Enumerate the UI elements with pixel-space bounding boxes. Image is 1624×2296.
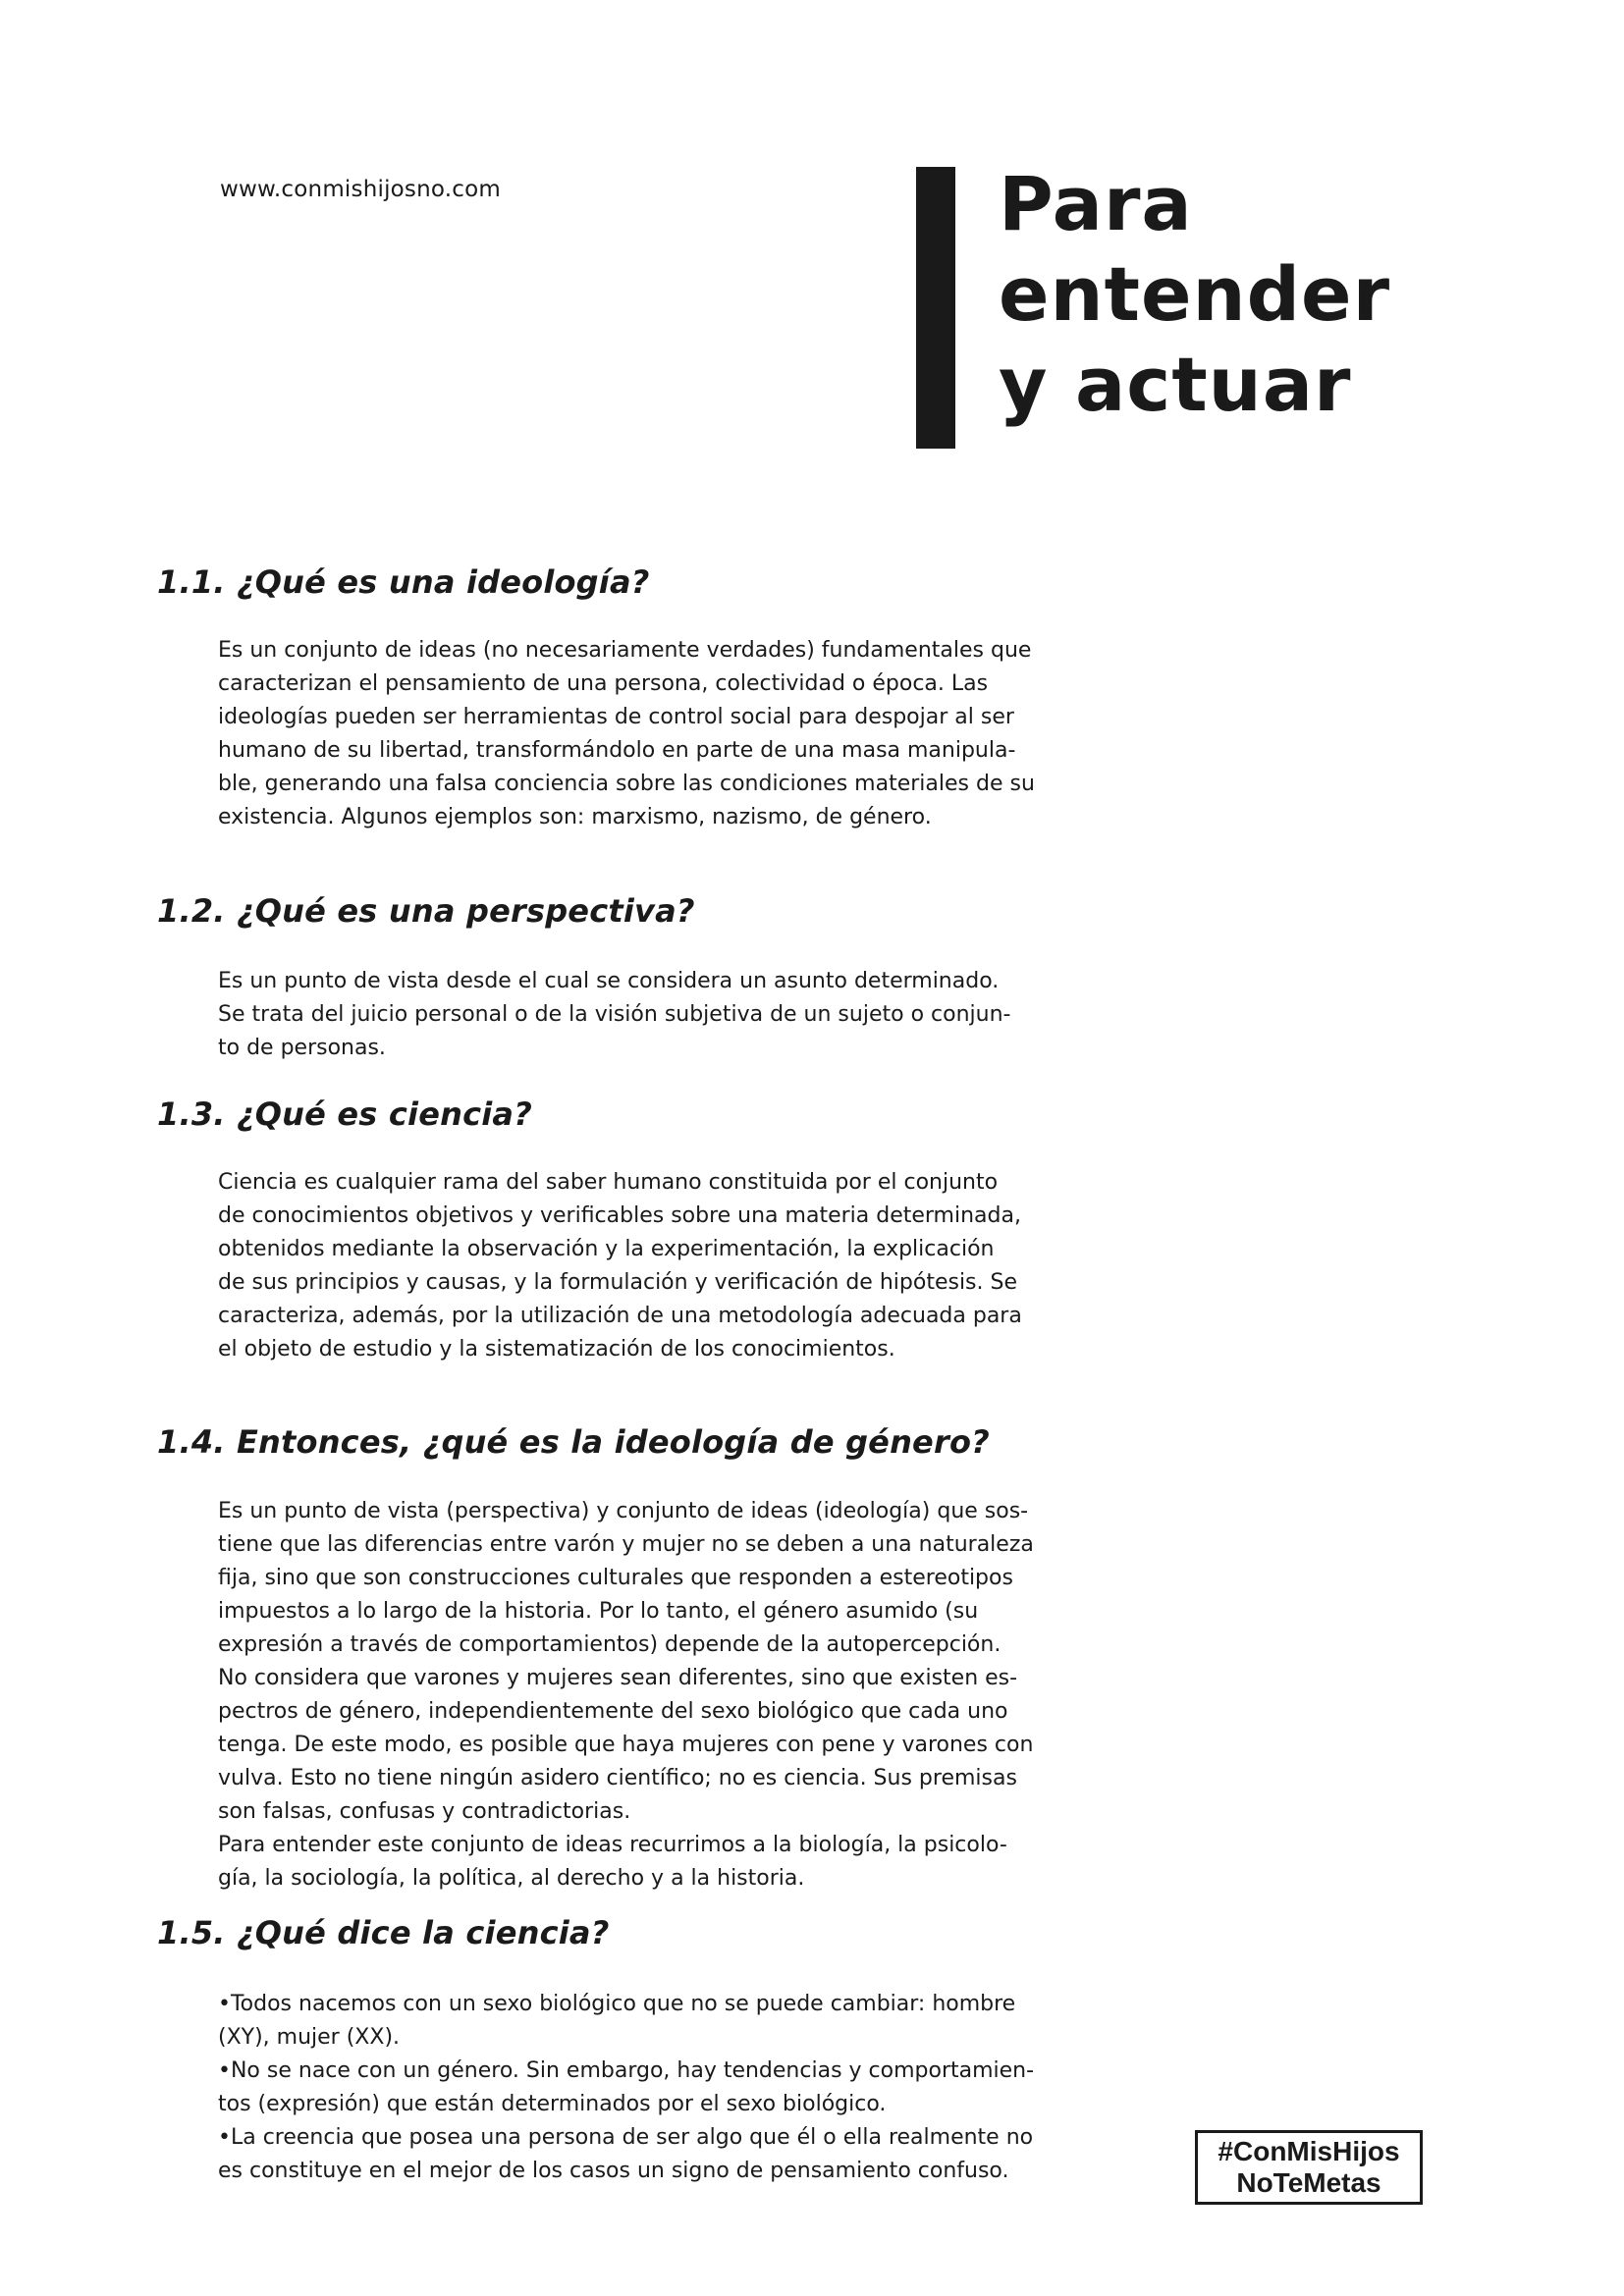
- text-line: caracteriza, además, por la utilización de una metodología adecuada para: [218, 1304, 1022, 1328]
- hashtag-line-1: #ConMisHijos: [1218, 2136, 1400, 2166]
- text-line: de conocimientos objetivos y verificables sobre una materia determinada,: [218, 1203, 1021, 1228]
- text-line: Es un punto de vista desde el cual se considera un asunto determinado.: [218, 969, 1000, 993]
- text-line: ble, generando una falsa conciencia sobre las condiciones materiales de su: [218, 772, 1035, 796]
- section-heading-1-4: 1.4. Entonces, ¿qué es la ideología de género?: [157, 1423, 990, 1461]
- text-line: impuestos a lo largo de la historia. Por lo tanto, el género asumido (su: [218, 1599, 979, 1624]
- text-line: tiene que las diferencias entre varón y mujer no se deben a una naturaleza: [218, 1532, 1034, 1557]
- text-line: el objeto de estudio y la sistematización de los conocimientos.: [218, 1337, 895, 1362]
- text-line: No considera que varones y mujeres sean diferentes, sino que existen es-: [218, 1666, 1018, 1690]
- text-line: Ciencia es cualquier rama del saber humano constituida por el conjunto: [218, 1170, 999, 1195]
- section-body-1-3: [218, 1166, 1053, 1366]
- text-line: tenga. De este modo, es posible que haya mujeres con pene y varones con: [218, 1733, 1034, 1757]
- hashtag-box: [1195, 2130, 1423, 2205]
- text-line: fija, sino que son construcciones culturales que responden a estereotipos: [218, 1566, 1013, 1590]
- bullet-line: (XY), mujer (XX).: [218, 2025, 401, 2050]
- bullet-line: •La creencia que posea una persona de ser algo que él o ella realmente no: [218, 2125, 1034, 2150]
- website-url: www.conmishijosno.com: [220, 177, 501, 202]
- bullet-line: •No se nace con un género. Sin embargo, hay tendencias y comportamien-: [218, 2058, 1035, 2083]
- hashtag-line-2: NoTeMetas: [1236, 2167, 1381, 2198]
- text-line: humano de su libertad, transformándolo en parte de una masa manipula-: [218, 738, 1016, 763]
- text-line: gía, la sociología, la política, al derecho y a la historia.: [218, 1866, 805, 1891]
- text-line: caracterizan el pensamiento de una persona, colectividad o época. Las: [218, 671, 989, 696]
- text-line: to de personas.: [218, 1036, 386, 1060]
- title-accent-bar: [916, 167, 955, 449]
- section-heading-1-5: 1.5. ¿Qué dice la ciencia?: [157, 1914, 610, 1951]
- text-line: ideologías pueden ser herramientas de control social para despojar al ser: [218, 705, 1014, 729]
- text-line: pectros de género, independientemente del sexo biológico que cada uno: [218, 1699, 1008, 1724]
- section-body-1-1: [218, 634, 1053, 834]
- text-line: Es un punto de vista (perspectiva) y conjunto de ideas (ideología) que sos-: [218, 1499, 1029, 1523]
- text-line: obtenidos mediante la observación y la experimentación, la explicación: [218, 1237, 995, 1261]
- page-title: Para entender y actuar: [999, 160, 1391, 428]
- section-body-1-2: [218, 965, 1053, 1065]
- section-heading-1-2: 1.2. ¿Qué es una perspectiva?: [157, 892, 695, 930]
- text-line: existencia. Algunos ejemplos son: marxismo, nazismo, de género.: [218, 805, 932, 829]
- text-line: son falsas, confusas y contradictorias.: [218, 1799, 631, 1824]
- text-line: Para entender este conjunto de ideas recurrimos a la biología, la psicolo-: [218, 1833, 1007, 1857]
- section-heading-1-1: 1.1. ¿Qué es una ideología?: [157, 563, 650, 601]
- text-line: vulva. Esto no tiene ningún asidero científico; no es ciencia. Sus premisas: [218, 1766, 1017, 1790]
- text-line: de sus principios y causas, y la formulación y verificación de hipótesis. Se: [218, 1270, 1017, 1295]
- text-line: expresión a través de comportamientos) depende de la autopercepción.: [218, 1632, 1001, 1657]
- bullet-line: es constituye en el mejor de los casos un signo de pensamiento confuso.: [218, 2159, 1009, 2183]
- bullet-line: •Todos nacemos con un sexo biológico que no se puede cambiar: hombre: [218, 1992, 1016, 2016]
- section-body-1-5: [218, 1988, 1053, 2188]
- bullet-line: tos (expresión) que están determinados por el sexo biológico.: [218, 2092, 887, 2116]
- text-line: Se trata del juicio personal o de la visión subjetiva de un sujeto o conjun-: [218, 1002, 1011, 1027]
- section-body-1-4: [218, 1495, 1053, 1896]
- section-heading-1-3: 1.3. ¿Qué es ciencia?: [157, 1095, 532, 1133]
- text-line: Es un conjunto de ideas (no necesariamente verdades) fundamentales que: [218, 638, 1032, 663]
